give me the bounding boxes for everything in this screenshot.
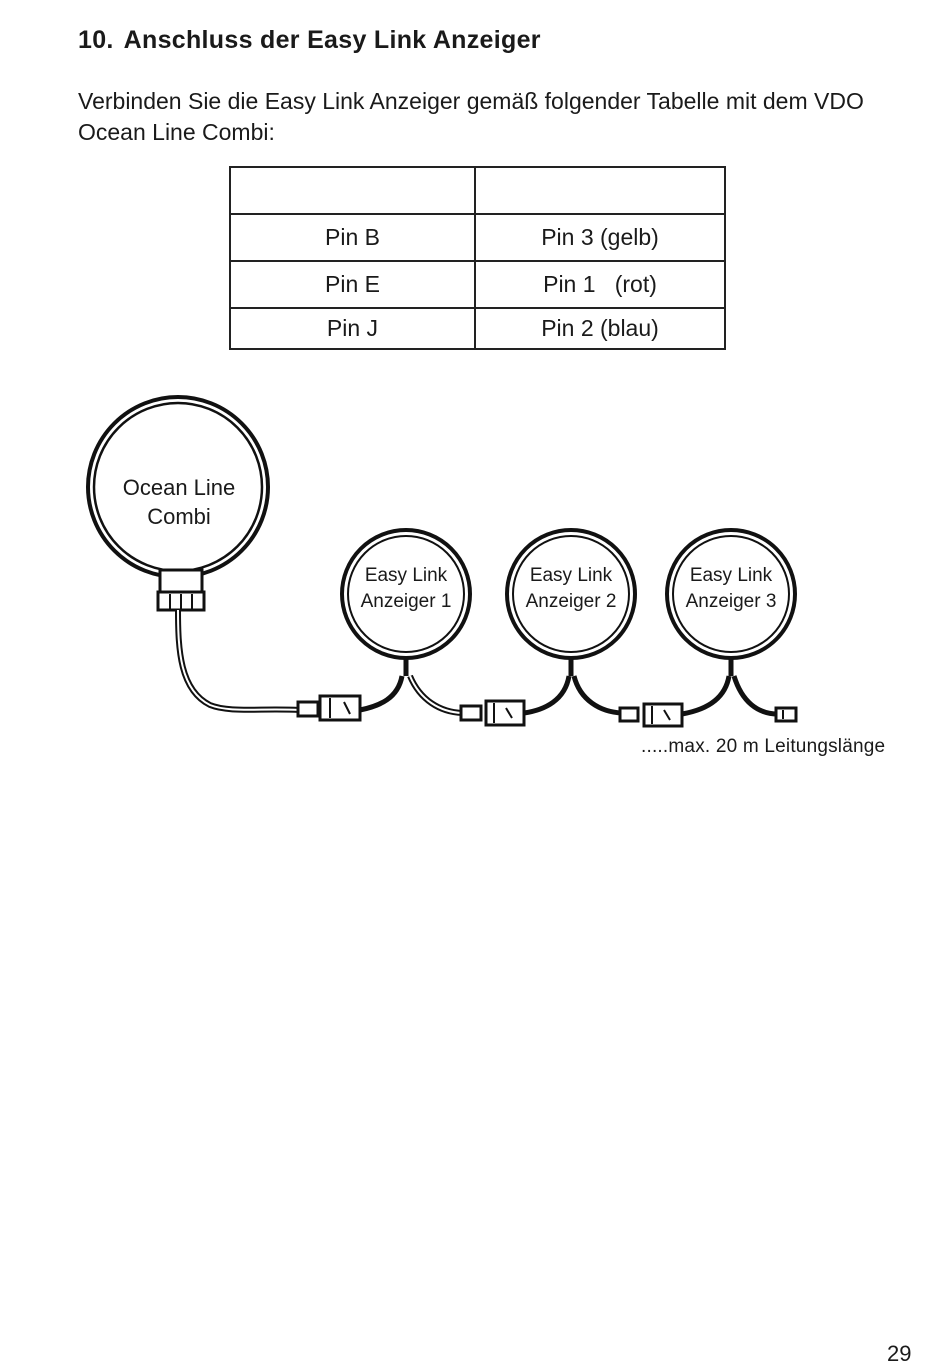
main-gauge-label-line2: Combi bbox=[147, 504, 211, 529]
indicator-label-line1: Easy Link bbox=[364, 565, 448, 586]
table-row bbox=[230, 214, 725, 261]
table-row bbox=[230, 308, 725, 349]
connector bbox=[461, 701, 524, 725]
ocean-line-combi-gauge bbox=[88, 397, 268, 610]
pin-table bbox=[229, 166, 726, 350]
main-gauge-label-line1: Ocean Line bbox=[122, 475, 236, 500]
easy-link-indicator-3 bbox=[667, 530, 795, 676]
page-number: 29 bbox=[887, 1341, 912, 1366]
table-header-cell bbox=[230, 167, 475, 214]
section-title bbox=[78, 26, 541, 55]
table-header-cell bbox=[475, 167, 725, 214]
connector bbox=[776, 708, 796, 721]
intro-paragraph: Verbinden Sie die Easy Link Anzeiger gemäß folgender Tabelle mit dem VDO Ocean Line Combi: bbox=[78, 88, 864, 145]
table-row bbox=[230, 261, 725, 308]
indicator-label-line1: Easy Link bbox=[529, 565, 613, 586]
table-cell: Pin B bbox=[230, 214, 475, 261]
indicator-label-line2: Anzeiger 2 bbox=[525, 591, 617, 612]
connector bbox=[298, 696, 360, 720]
table-cell: Pin 3 (gelb) bbox=[475, 214, 725, 261]
section-title-text: Anschluss der Easy Link Anzeiger bbox=[123, 26, 541, 54]
table-cell: Pin J bbox=[230, 308, 475, 349]
cable-length-note: .....max. 20 m Leitungslänge bbox=[641, 736, 886, 757]
table-cell: Pin 2 (blau) bbox=[475, 308, 725, 349]
indicator-label-line1: Easy Link bbox=[689, 565, 773, 586]
indicator-label-line2: Anzeiger 3 bbox=[685, 591, 777, 612]
table-cell: Pin E bbox=[230, 261, 475, 308]
easy-link-indicator-1 bbox=[342, 530, 470, 676]
wiring-diagram bbox=[0, 380, 950, 740]
connector bbox=[620, 704, 682, 726]
section-number: 10. bbox=[78, 26, 114, 54]
table-header-row bbox=[230, 167, 725, 214]
indicator-label-line2: Anzeiger 1 bbox=[360, 591, 452, 612]
easy-link-indicator-2 bbox=[507, 530, 635, 676]
table-cell: Pin 1 (rot) bbox=[475, 261, 725, 308]
